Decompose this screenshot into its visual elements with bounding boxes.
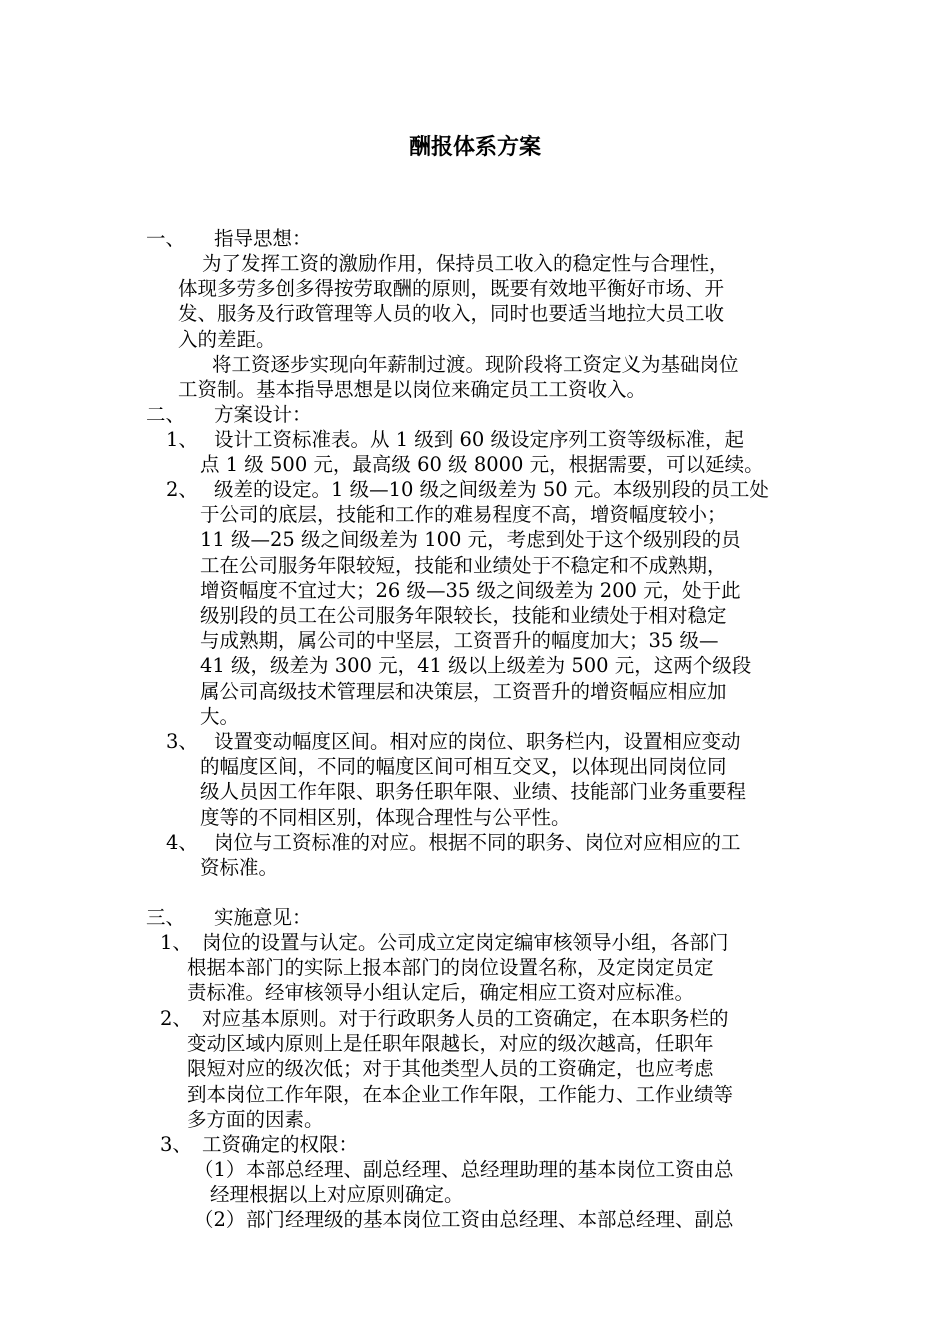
section3-item1-number: 1、 (160, 931, 192, 954)
section3-heading: 实施意见： (214, 906, 312, 929)
section2-item3-number: 3、 (166, 730, 198, 753)
text-line: 对应基本原则。对于行政职务人员的工资确定，在本职务栏的 (202, 1007, 729, 1030)
section2-item4-number: 4、 (166, 831, 198, 854)
text-line: 大。 (200, 704, 240, 728)
section1-paragraph-1 (178, 251, 729, 352)
text-line: 入的差距。 (178, 327, 276, 351)
text-line: 与成熟期，属公司的中坚层，工资晋升的幅度加大；35 级— (200, 629, 719, 653)
section3-sub2-number: （2） (194, 1208, 246, 1231)
section3-item3-number: 3、 (160, 1133, 192, 1156)
section1-paragraph-2 (178, 352, 739, 402)
document-title: 酬报体系方案 (408, 135, 541, 160)
text-line: 增资幅度不宜过大；26 级—35 级之间级差为 200 元，处于此 (200, 578, 741, 602)
text-line: 工资制。基本指导思想是以岗位来确定员工工资收入。 (178, 378, 647, 402)
section3-item2-number: 2、 (160, 1007, 192, 1030)
text-line: 属公司高级技术管理层和决策层，工资晋升的增资幅应相应加 (200, 679, 727, 703)
section3-item3-text (202, 1132, 358, 1157)
text-line: 经理根据以上对应原则确定。 (210, 1183, 464, 1207)
section2-item1-text (200, 427, 764, 477)
text-line: 体现多劳多创多得按劳取酬的原则，既要有效地平衡好市场、开 (178, 277, 725, 301)
text-line: 本部总经理、副总经理、总经理助理的基本岗位工资由总 (246, 1158, 734, 1181)
text-line: 限短对应的级次低；对于其他类型人员的工资确定，也应考虑 (187, 1057, 714, 1081)
section3-item1-text (187, 930, 729, 1006)
section1-number: 一、 (146, 227, 186, 250)
section2-item1-number: 1、 (166, 428, 198, 451)
text-line: 度等的不同相区别，体现合理性与公平性。 (200, 805, 571, 829)
text-line: 责标准。经审核领导小组认定后，确定相应工资对应标准。 (187, 981, 695, 1005)
text-line: 工资确定的权限： (202, 1133, 359, 1156)
text-line: 级人员因工作年限、职务任职年限、业绩、技能部门业务重要程 (200, 780, 747, 804)
text-line: 设计工资标准表。从 1 级到 60 级设定序列工资等级标准，起 (214, 428, 745, 451)
text-line: 资标准。 (200, 856, 279, 880)
section2-heading: 方案设计： (214, 403, 312, 426)
text-line: 41 级，级差为 300 元，41 级以上级差为 500 元，这两个级段 (200, 654, 752, 678)
section2-item2-number: 2、 (166, 478, 198, 501)
text-line: 变动区域内原则上是任职年限越长，对应的级次越高，任职年 (187, 1032, 714, 1056)
text-line: 根据本部门的实际上报本部门的岗位设置名称，及定岗定员定 (187, 956, 714, 980)
text-line: 工在公司服务年限较短，技能和业绩处于不稳定和不成熟期， (200, 553, 727, 577)
text-line: 点 1 级 500 元，最高级 60 级 8000 元，根据需要，可以延续。 (200, 453, 764, 477)
text-line: 将工资逐步实现向年薪制过渡。现阶段将工资定义为基础岗位 (212, 353, 739, 376)
section3-sub1-number: （1） (194, 1158, 246, 1181)
text-line: 到本岗位工作年限，在本企业工作年限，工作能力、工作业绩等 (187, 1082, 734, 1106)
section3-sub2-text (246, 1207, 734, 1232)
text-line: 为了发挥工资的激励作用，保持员工收入的稳定性与合理性， (202, 252, 729, 275)
text-line: 发、服务及行政管理等人员的收入，同时也要适当地拉大员工收 (178, 302, 725, 326)
text-line: 岗位的设置与认定。公司成立定岗定编审核领导小组，各部门 (202, 931, 729, 954)
text-line: 级别段的员工在公司服务年限较长，技能和业绩处于相对稳定 (200, 603, 727, 627)
section2-number: 二、 (146, 403, 186, 426)
text-line: 级差的设定。1 级—10 级之间级差为 50 元。本级别段的员工处 (214, 478, 769, 501)
text-line: 部门经理级的基本岗位工资由总经理、本部总经理、副总 (246, 1208, 734, 1231)
text-line: 于公司的底层，技能和工作的难易程度不高，增资幅度较小； (200, 503, 727, 527)
section2-item3-text (200, 729, 747, 830)
text-line: 岗位与工资标准的对应。根据不同的职务、岗位对应相应的工 (214, 831, 741, 854)
section2-item2-text (200, 477, 769, 729)
section3-number: 三、 (146, 906, 186, 929)
text-line: 设置变动幅度区间。相对应的岗位、职务栏内，设置相应变动 (214, 730, 741, 753)
section3-sub1-text (210, 1157, 734, 1207)
section2-item4-text (200, 830, 741, 880)
text-line: 多方面的因素。 (187, 1107, 324, 1131)
text-line: 11 级—25 级之间级差为 100 元，考虑到处于这个级别段的员 (200, 528, 741, 552)
section3-item2-text (187, 1006, 734, 1132)
text-line: 的幅度区间，不同的幅度区间可相互交叉，以体现出同岗位同 (200, 755, 727, 779)
section1-heading: 指导思想： (214, 227, 312, 250)
